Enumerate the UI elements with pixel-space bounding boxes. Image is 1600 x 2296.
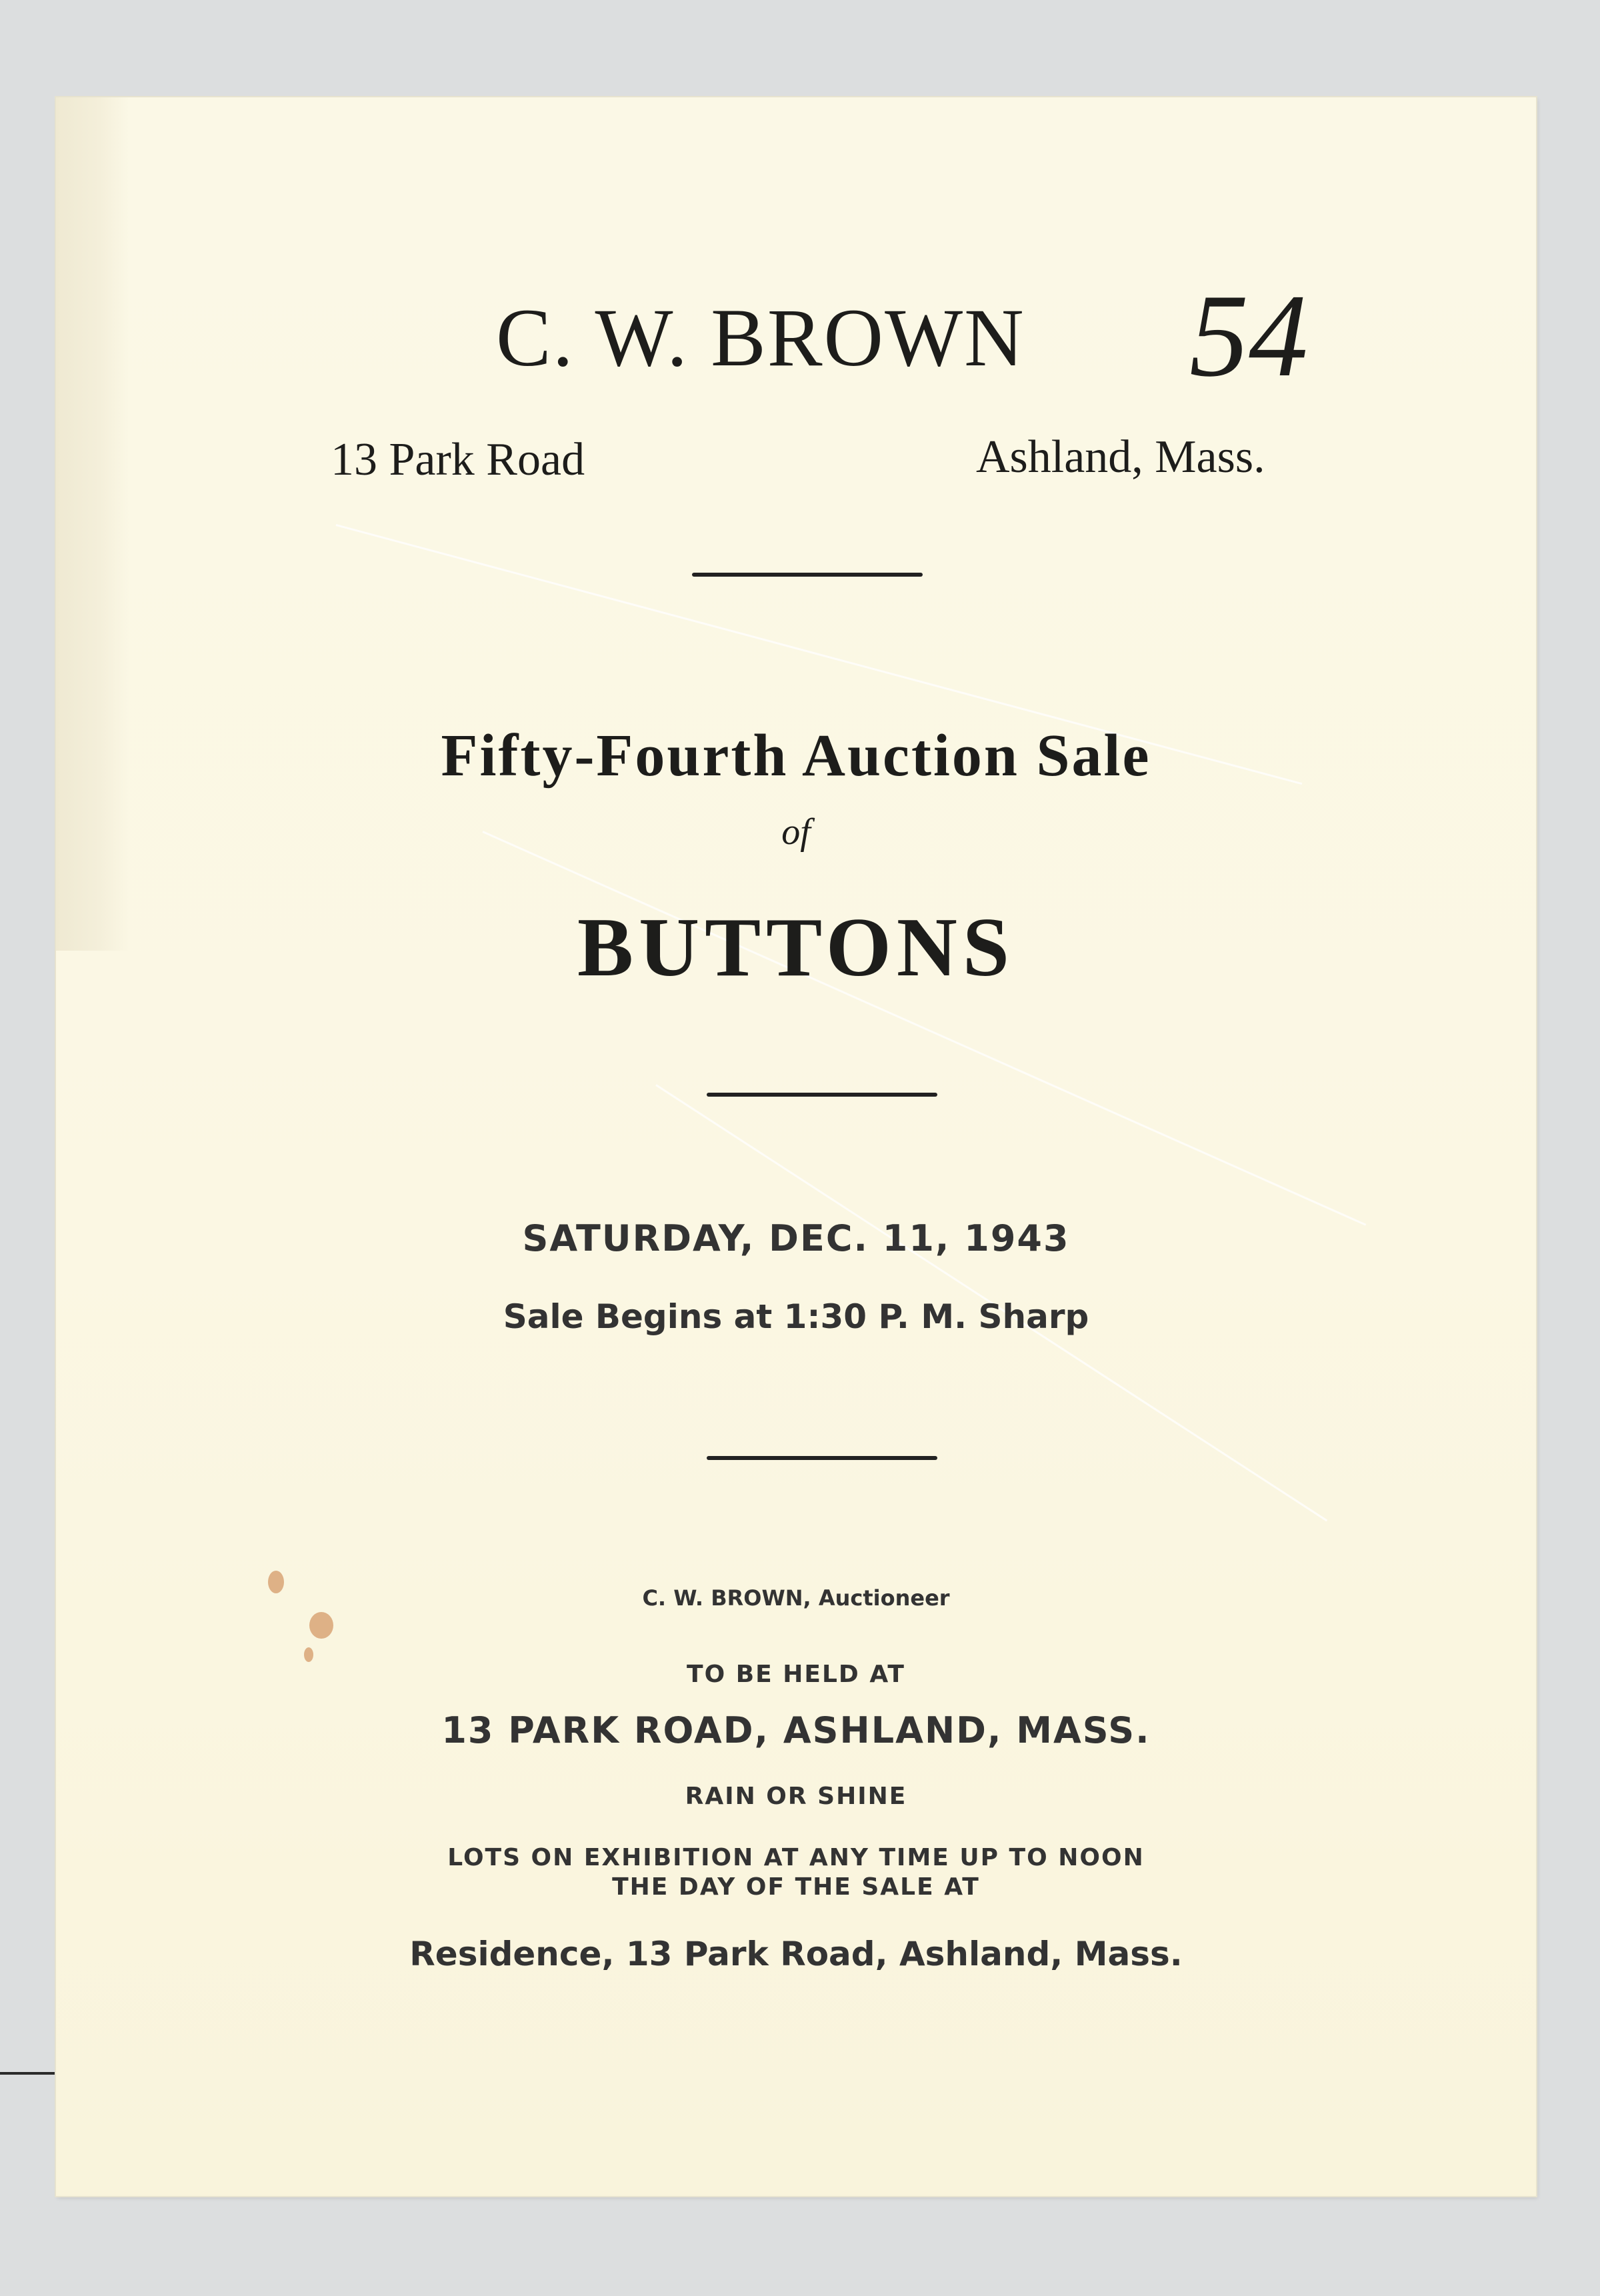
firm-name: C. W. BROWN (496, 292, 1025, 383)
divider-rule (692, 573, 923, 577)
rust-stain (304, 1647, 313, 1662)
address-left: 13 Park Road (331, 434, 585, 485)
residence-address: Residence, 13 Park Road, Ashland, Mass. (409, 1935, 1183, 1973)
sale-time: Sale Begins at 1:30 P. M. Sharp (503, 1297, 1089, 1336)
auctioneer-name: C. W. BROWN, Auctioneer (642, 1585, 950, 1611)
held-at-label: TO BE HELD AT (687, 1661, 905, 1688)
sale-date: SATURDAY, DEC. 11, 1943 (522, 1217, 1070, 1259)
exhibition-line-2: THE DAY OF THE SALE AT (612, 1873, 980, 1901)
paper-crease (482, 831, 1366, 1226)
catalog-number: 54 (1189, 269, 1308, 401)
auction-catalog-cover (56, 97, 1536, 2196)
exhibition-line-1: LOTS ON EXHIBITION AT ANY TIME UP TO NOON (447, 1844, 1145, 1871)
divider-rule (707, 1093, 937, 1097)
sale-title: Fifty-Fourth Auction Sale (441, 723, 1151, 789)
rust-stain (309, 1612, 333, 1639)
divider-rule (707, 1456, 937, 1460)
sale-subject: BUTTONS (577, 901, 1015, 994)
rain-or-shine: RAIN OR SHINE (685, 1783, 907, 1810)
of-connector: of (781, 811, 811, 853)
sale-location: 13 PARK ROAD, ASHLAND, MASS. (441, 1709, 1151, 1751)
address-right: Ashland, Mass. (976, 431, 1265, 483)
